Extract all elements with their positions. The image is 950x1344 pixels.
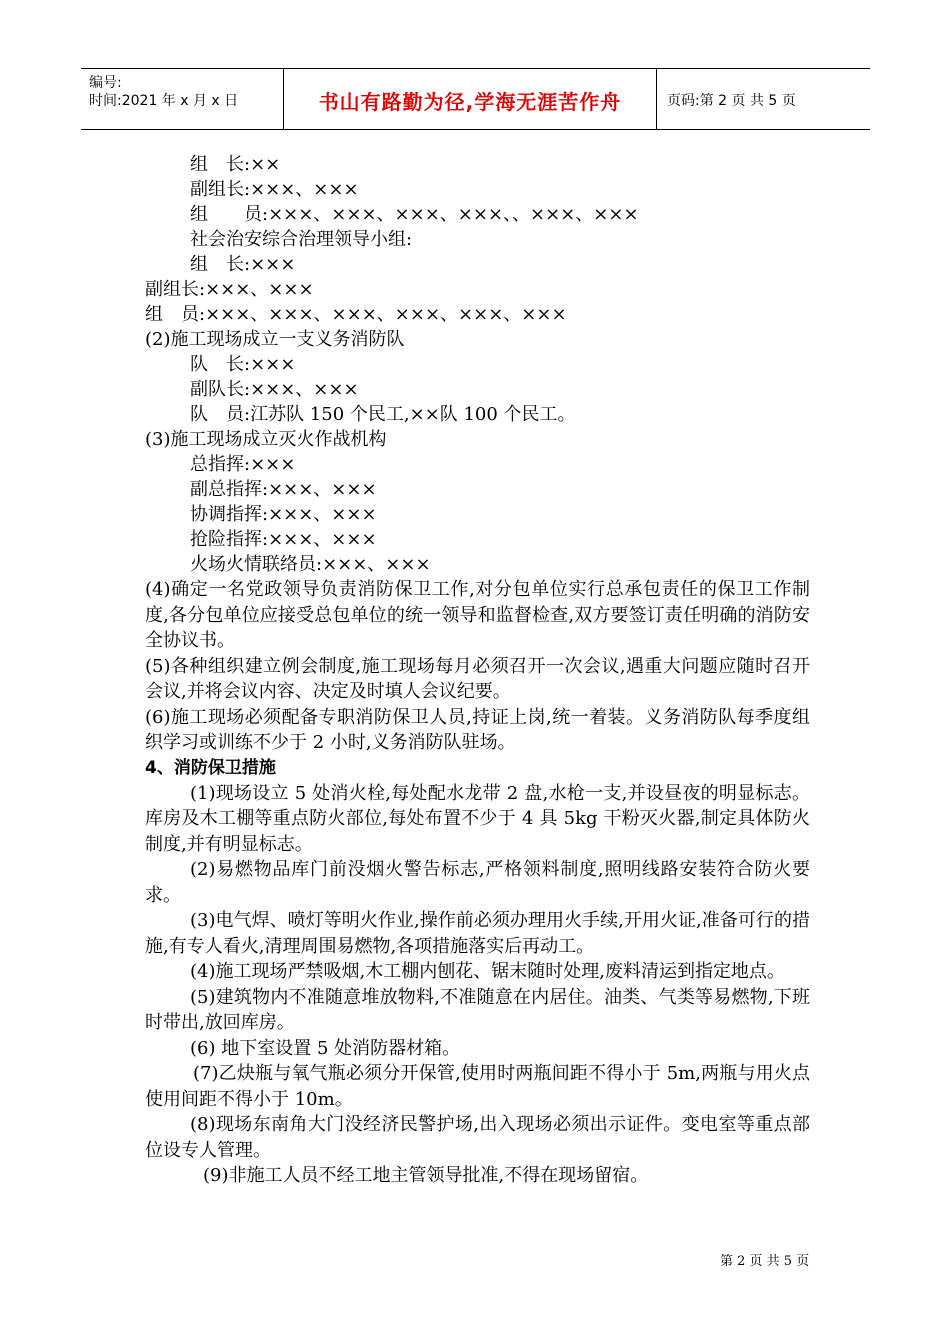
text-line: 组 员:×××、×××、×××、×××、×××、××× bbox=[145, 304, 567, 325]
measure-paragraph: (1)现场设立 5 处消火栓,每处配水龙带 2 盘,水枪一支,并设昼夜的明显标志。库房及木工棚等重点防火部位,每处布置不少于 4 具 5kg 干粉灭火器,制定具体防火制度,并有明显标志。 bbox=[145, 782, 810, 855]
measure-paragraph: (8)现场东南角大门没经济民警护场,出入现场必须出示证件。变电室等重点部位设专人管理。 bbox=[145, 1114, 810, 1161]
page-footer: 第 2 页 共 5 页 bbox=[720, 1254, 810, 1269]
section-heading: 4、消防保卫措施 bbox=[145, 757, 276, 778]
measure-paragraph: (4)施工现场严禁吸烟,木工棚内刨花、锯末随时处理,废料清运到指定地点。 bbox=[190, 961, 785, 982]
document-body bbox=[145, 152, 810, 1189]
text-line: 组 长:××× bbox=[190, 254, 296, 275]
measure-paragraph: (5)建筑物内不准随意堆放物料,不准随意在内居住。油类、气类等易燃物,下班时带出,放回库房。 bbox=[145, 986, 810, 1033]
text-line: 副总指挥:×××、××× bbox=[190, 479, 377, 500]
text-line: 协调指挥:×××、××× bbox=[190, 504, 377, 525]
header-page-number: 页码:第 2 页 共 5 页 bbox=[667, 93, 796, 109]
text-line: 抢险指挥:×××、××× bbox=[190, 529, 377, 550]
text-line: 副组长:×××、××× bbox=[145, 279, 314, 300]
measure-paragraph: (6) 地下室设置 5 处消防器材箱。 bbox=[190, 1037, 461, 1059]
text-line: 队 长:××× bbox=[190, 354, 296, 375]
text-line: 副组长:×××、××× bbox=[190, 179, 359, 200]
text-line: 组 长:×× bbox=[190, 154, 281, 175]
measure-paragraph: (9)非施工人员不经工地主管领导批准,不得在现场留宿。 bbox=[203, 1165, 649, 1186]
document-date: 时间:2021 年 x 月 x 日 bbox=[89, 93, 239, 109]
text-line: 火场火情联络员:×××、××× bbox=[190, 554, 431, 575]
measure-paragraph: (2)易燃物品库门前没烟火警告标志,严格领料制度,照明线路安装符合防火要求。 bbox=[145, 859, 810, 906]
page-header bbox=[81, 68, 870, 130]
text-line: 组 员:×××、×××、×××、×××、、×××、××× bbox=[190, 204, 639, 225]
text-line: 总指挥:××× bbox=[190, 454, 296, 475]
header-meta-cell bbox=[81, 69, 283, 129]
text-line: 队 员:江苏队 150 个民工,××队 100 个民工。 bbox=[190, 404, 576, 425]
header-page-cell bbox=[657, 69, 870, 129]
measure-paragraph: (3)电气焊、喷灯等明火作业,操作前必须办理用火手续,开用火证,准备可行的措施,有专人看火,清理周围易燃物,各项措施落实后再动工。 bbox=[145, 910, 810, 957]
document-number: 编号: bbox=[89, 75, 122, 91]
paragraph: (6)施工现场必须配备专职消防保卫人员,持证上岗,统一着装。义务消防队每季度组织学习或训练不少于 2 小时,义务消防队驻场。 bbox=[145, 706, 810, 753]
text-line: 社会治安综合治理领导小组: bbox=[190, 229, 413, 250]
paragraph: (4)确定一名党政领导负责消防保卫工作,对分包单位实行总承包责任的保卫工作制度,各分包单位应接受总包单位的统一领导和监督检查,双方要签订责任明确的消防安全协议书。 bbox=[145, 579, 810, 651]
text-line: (3)施工现场成立灭火作战机构 bbox=[145, 429, 387, 450]
text-line: 副队长:×××、××× bbox=[190, 379, 359, 400]
text-line: (2)施工现场成立一支义务消防队 bbox=[145, 329, 405, 350]
paragraph: (5)各种组织建立例会制度,施工现场每月必须召开一次会议,遇重大问题应随时召开会议,并将会议内容、决定及时填人会议纪要。 bbox=[145, 655, 810, 702]
header-motto-cell bbox=[283, 69, 657, 129]
measure-paragraph: (7)乙炔瓶与氧气瓶必须分开保管,使用时两瓶间距不得小于 5m,两瓶与用火点使用间距不得小于 10m。 bbox=[145, 1063, 810, 1110]
motto: 书山有路勤为径,学海无涯苦作舟 bbox=[318, 90, 622, 114]
